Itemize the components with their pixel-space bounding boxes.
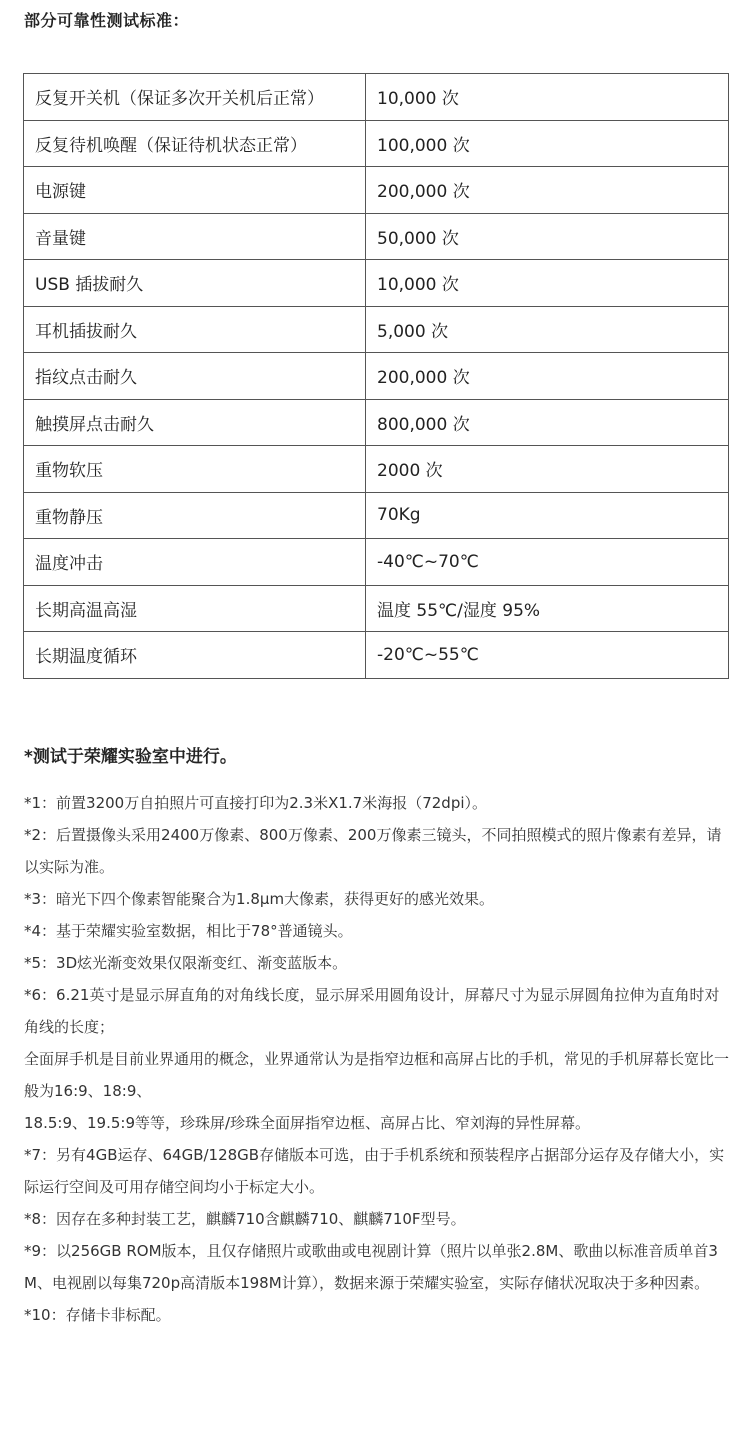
footnotes-list [24,787,730,1331]
test-value: 温度 55℃/湿度 95% [366,585,729,632]
table-row [24,585,729,632]
test-value: 70Kg [366,492,729,539]
test-value: -20℃~55℃ [366,632,729,679]
test-item: 反复开关机（保证多次开关机后正常） [24,74,366,121]
test-item: 反复待机唤醒（保证待机状态正常） [24,120,366,167]
test-item: 长期高温高湿 [24,585,366,632]
reliability-table [23,73,729,679]
footnote: *10：存储卡非标配。 [24,1306,171,1324]
table-row [24,306,729,353]
test-value: 200,000 次 [366,353,729,400]
test-value: 10,000 次 [366,260,729,307]
table-row [24,260,729,307]
test-item: 音量键 [24,213,366,260]
test-item: 指纹点击耐久 [24,353,366,400]
test-item: USB 插拔耐久 [24,260,366,307]
footnote: 18.5:9、19.5:9等等，珍珠屏/珍珠全面屏指窄边框、高屏占比、窄刘海的异性屏幕。 [24,1114,591,1132]
test-item: 触摸屏点击耐久 [24,399,366,446]
footnote: *9：以256GB ROM版本，且仅存储照片或歌曲或电视剧计算（照片以单张2.8M、歌曲以标准音质单首3M、电视剧以每集720p高清版本198M计算），数据来源于荣耀实验室，实际存储状况取决于多种因素。 [24,1242,718,1292]
table-row [24,539,729,586]
footnote: *3：暗光下四个像素智能聚合为1.8μm大像素，获得更好的感光效果。 [24,890,495,908]
test-item: 重物静压 [24,492,366,539]
table-row [24,632,729,679]
table-row [24,167,729,214]
table-row [24,213,729,260]
table-row [24,120,729,167]
footnote: *7：另有4GB运存、64GB/128GB存储版本可选，由于手机系统和预装程序占据部分运存及存储大小，实际运行空间及可用存储空间均小于标定大小。 [24,1146,725,1196]
test-value: -40℃~70℃ [366,539,729,586]
test-value: 200,000 次 [366,167,729,214]
test-value: 5,000 次 [366,306,729,353]
footnote: *6：6.21英寸是显示屏直角的对角线长度，显示屏采用圆角设计，屏幕尺寸为显示屏圆角拉伸为直角时对角线的长度； [24,986,720,1036]
test-value: 50,000 次 [366,213,729,260]
table-row [24,74,729,121]
table-row [24,399,729,446]
test-value: 2000 次 [366,446,729,493]
footnote: *8：因存在多种封装工艺，麒麟710含麒麟710、麒麟710F型号。 [24,1210,466,1228]
test-item: 温度冲击 [24,539,366,586]
table-row [24,446,729,493]
test-item: 长期温度循环 [24,632,366,679]
table-row [24,353,729,400]
footnote: *1：前置3200万自拍照片可直接打印为2.3米X1.7米海报（72dpi）。 [24,794,488,812]
footnote: *4：基于荣耀实验室数据，相比于78°普通镜头。 [24,922,353,940]
test-item: 电源键 [24,167,366,214]
footnote: *2：后置摄像头采用2400万像素、800万像素、200万像素三镜头，不同拍照模式的照片像素有差异，请以实际为准。 [24,826,722,876]
test-item: 重物软压 [24,446,366,493]
test-value: 100,000 次 [366,120,729,167]
page-title: 部分可靠性测试标准： [24,11,190,30]
test-lab-note: *测试于荣耀实验室中进行。 [24,747,237,767]
test-value: 800,000 次 [366,399,729,446]
footnote: 全面屏手机是目前业界通用的概念，业界通常认为是指窄边框和高屏占比的手机，常见的手机屏幕长宽比一般为16:9、18:9、 [24,1050,730,1100]
table-row [24,492,729,539]
test-value: 10,000 次 [366,74,729,121]
test-item: 耳机插拔耐久 [24,306,366,353]
footnote: *5：3D炫光渐变效果仅限渐变红、渐变蓝版本。 [24,954,348,972]
